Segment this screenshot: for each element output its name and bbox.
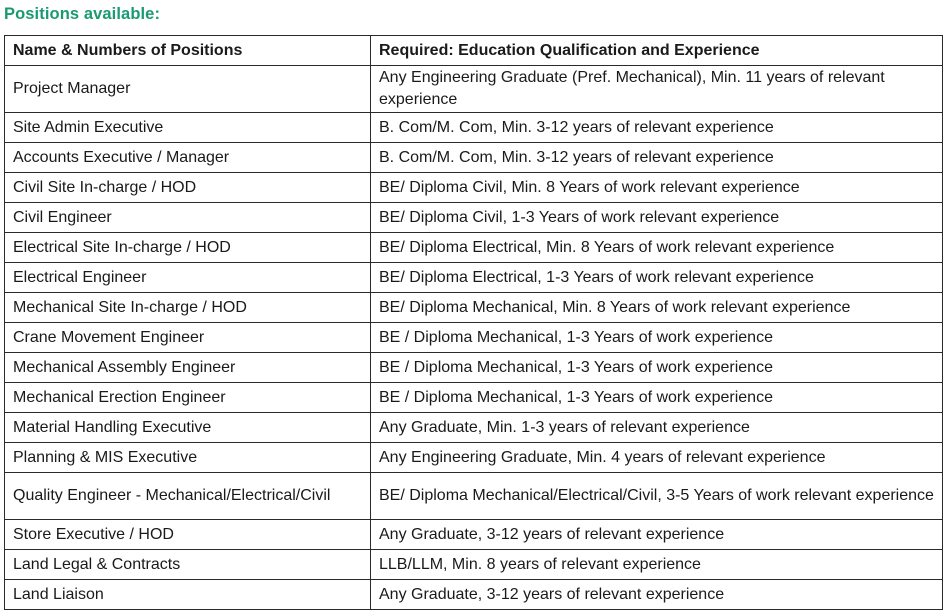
position-cell: Accounts Executive / Manager	[5, 143, 371, 173]
table-row	[5, 263, 943, 293]
position-cell: Electrical Engineer	[5, 263, 371, 293]
requirement-cell: B. Com/M. Com, Min. 3-12 years of relevant experience	[371, 143, 943, 173]
requirement-cell: BE/ Diploma Mechanical/Electrical/Civil, 3-5 Years of work relevant experience	[371, 473, 943, 520]
requirement-cell: BE / Diploma Mechanical, 1-3 Years of work experience	[371, 323, 943, 353]
column-header-requirements: Required: Education Qualification and Experience	[371, 36, 943, 66]
table-row	[5, 580, 943, 610]
requirement-cell: BE/ Diploma Civil, Min. 8 Years of work relevant experience	[371, 173, 943, 203]
table-row	[5, 203, 943, 233]
table-row	[5, 353, 943, 383]
table-row	[5, 550, 943, 580]
position-cell: Land Liaison	[5, 580, 371, 610]
position-cell: Material Handling Executive	[5, 413, 371, 443]
table-row	[5, 473, 943, 520]
requirement-cell: BE/ Diploma Electrical, 1-3 Years of work relevant experience	[371, 263, 943, 293]
position-cell: Store Executive / HOD	[5, 520, 371, 550]
column-header-positions: Name & Numbers of Positions	[5, 36, 371, 66]
table-header-row	[5, 36, 943, 66]
section-heading: Positions available:	[4, 5, 161, 23]
position-cell: Project Manager	[5, 66, 371, 113]
table-row	[5, 413, 943, 443]
position-cell: Planning & MIS Executive	[5, 443, 371, 473]
table-row	[5, 323, 943, 353]
position-cell: Mechanical Assembly Engineer	[5, 353, 371, 383]
requirement-cell: Any Engineering Graduate (Pref. Mechanical), Min. 11 years of relevant experience	[371, 66, 943, 113]
table-row	[5, 293, 943, 323]
position-cell: Civil Engineer	[5, 203, 371, 233]
requirement-cell: BE/ Diploma Mechanical, Min. 8 Years of work relevant experience	[371, 293, 943, 323]
requirement-cell: BE/ Diploma Electrical, Min. 8 Years of work relevant experience	[371, 233, 943, 263]
table-row	[5, 173, 943, 203]
table-row	[5, 520, 943, 550]
positions-table	[4, 35, 943, 610]
requirement-cell: BE / Diploma Mechanical, 1-3 Years of work experience	[371, 353, 943, 383]
position-cell: Land Legal & Contracts	[5, 550, 371, 580]
table-row	[5, 443, 943, 473]
table-row	[5, 233, 943, 263]
table-row	[5, 143, 943, 173]
position-cell: Mechanical Erection Engineer	[5, 383, 371, 413]
requirement-cell: Any Engineering Graduate, Min. 4 years of relevant experience	[371, 443, 943, 473]
position-cell: Electrical Site In-charge / HOD	[5, 233, 371, 263]
position-cell: Civil Site In-charge / HOD	[5, 173, 371, 203]
requirement-cell: B. Com/M. Com, Min. 3-12 years of relevant experience	[371, 113, 943, 143]
position-cell: Quality Engineer - Mechanical/Electrical/Civil	[5, 473, 371, 520]
position-cell: Crane Movement Engineer	[5, 323, 371, 353]
requirement-cell: Any Graduate, 3-12 years of relevant experience	[371, 580, 943, 610]
table-row	[5, 383, 943, 413]
requirement-cell: LLB/LLM, Min. 8 years of relevant experience	[371, 550, 943, 580]
position-cell: Site Admin Executive	[5, 113, 371, 143]
requirement-cell: Any Graduate, Min. 1-3 years of relevant experience	[371, 413, 943, 443]
requirement-cell: BE/ Diploma Civil, 1-3 Years of work relevant experience	[371, 203, 943, 233]
table-row	[5, 113, 943, 143]
requirement-cell: Any Graduate, 3-12 years of relevant experience	[371, 520, 943, 550]
position-cell: Mechanical Site In-charge / HOD	[5, 293, 371, 323]
requirement-cell: BE / Diploma Mechanical, 1-3 Years of work experience	[371, 383, 943, 413]
table-row	[5, 66, 943, 113]
